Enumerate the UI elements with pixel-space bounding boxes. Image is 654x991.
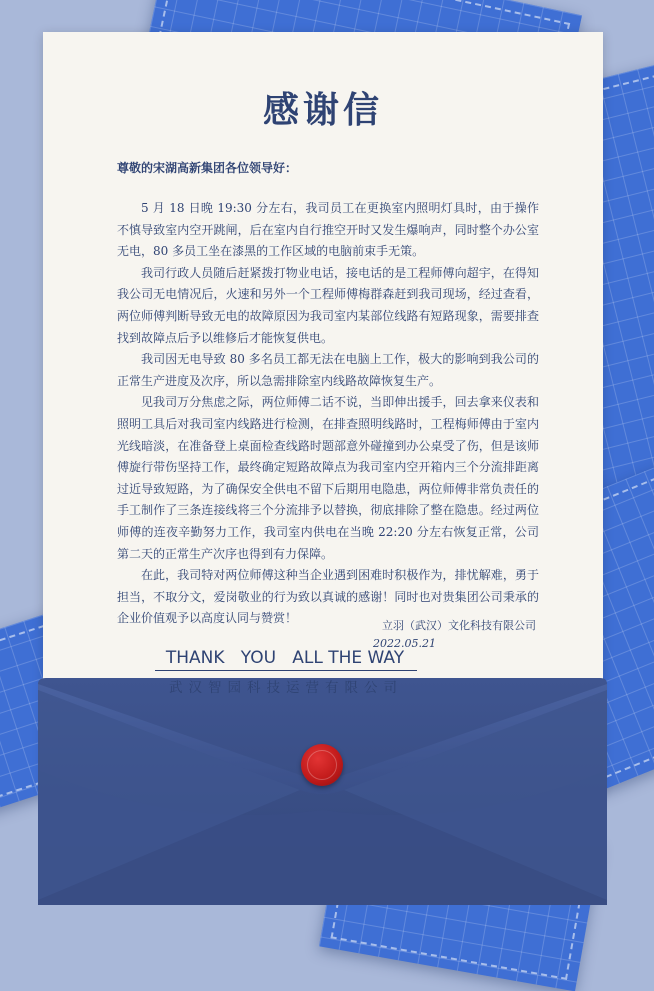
letter-title: 感谢信: [262, 89, 383, 131]
letter-paragraph: 我司因无电导致 80 多名员工都无法在电脑上工作，极大的影响到我公司的正常生产进度及次序，所以急需排除室内线路故障恢复生产。: [117, 352, 539, 388]
letter-paragraph: 我司行政人员随后赶紧拨打物业电话，接电话的是工程师傅向超宇，在得知我公司无电情况后，火速和另外一个工程师傅梅群森赶到我司现场，经过查看，两位师傅判断导致无电的故障原因为我司室内某部位线路有短路现象，需要排查找到故障点后予以维修后才能恢复供电。: [117, 265, 539, 345]
letter-greeting: 尊敬的宋湖高新集团各位领导好：: [117, 161, 298, 175]
wax-seal-icon: [301, 744, 343, 786]
letter-signature: 立羽（武汉）文化科技有限公司: [382, 619, 536, 632]
thanks-heading: THANK YOU ALL THE WAY: [165, 648, 405, 668]
company-name: 武汉智园科技运营有限公司: [169, 680, 403, 696]
letter-date: 2022.05.21: [373, 637, 436, 650]
thanks-divider: [155, 670, 417, 671]
letter-paragraph: 在此，我司特对两位师傅这种当企业遇到困难时积极作为，排忧解难，勇于担当，不取分文，爱岗敬业的行为致以真诚的感谢！同时也对贵集团公司秉承的企业价值观予以高度认同与赞赏！: [117, 568, 539, 626]
letter-paragraph: 见我司万分焦虑之际，两位师傅二话不说，当即伸出援手，回去拿来仪表和照明工具后对我司室内线路进行检测，在排查照明线路时，工程梅师傅由于室内光线暗淡，在准备登上桌面检查线路时题部意外碰撞到办公桌受了伤，但是该师傅旋行带伤坚持工作，最终确定短路故障点为我司室内空开箱内三个分流排距离过近导致短路，为了确保安全供电不留下后期用电隐患，两位师傅非常负责任的手工制作了三条连接线将三个分流排予以替换，彻底排除了整在隐患。经过两位师傅的连夜辛勤努力工作，我司室内供电在当晚 22:20 分左右恢复正常，公司第二天的正常生产次序也得到有力保障。: [117, 395, 539, 561]
letter-paragraph: 5 月 18 日晚 19:30 分左右，我司员工在更换室内照明灯具时，由于操作不慎导致室内空开跳闸，后在室内自行推空开时又发生爆响声，同时整个办公室无电，80 多员工坐在漆黑的工作区域的电脑前束手无策。: [117, 201, 539, 259]
